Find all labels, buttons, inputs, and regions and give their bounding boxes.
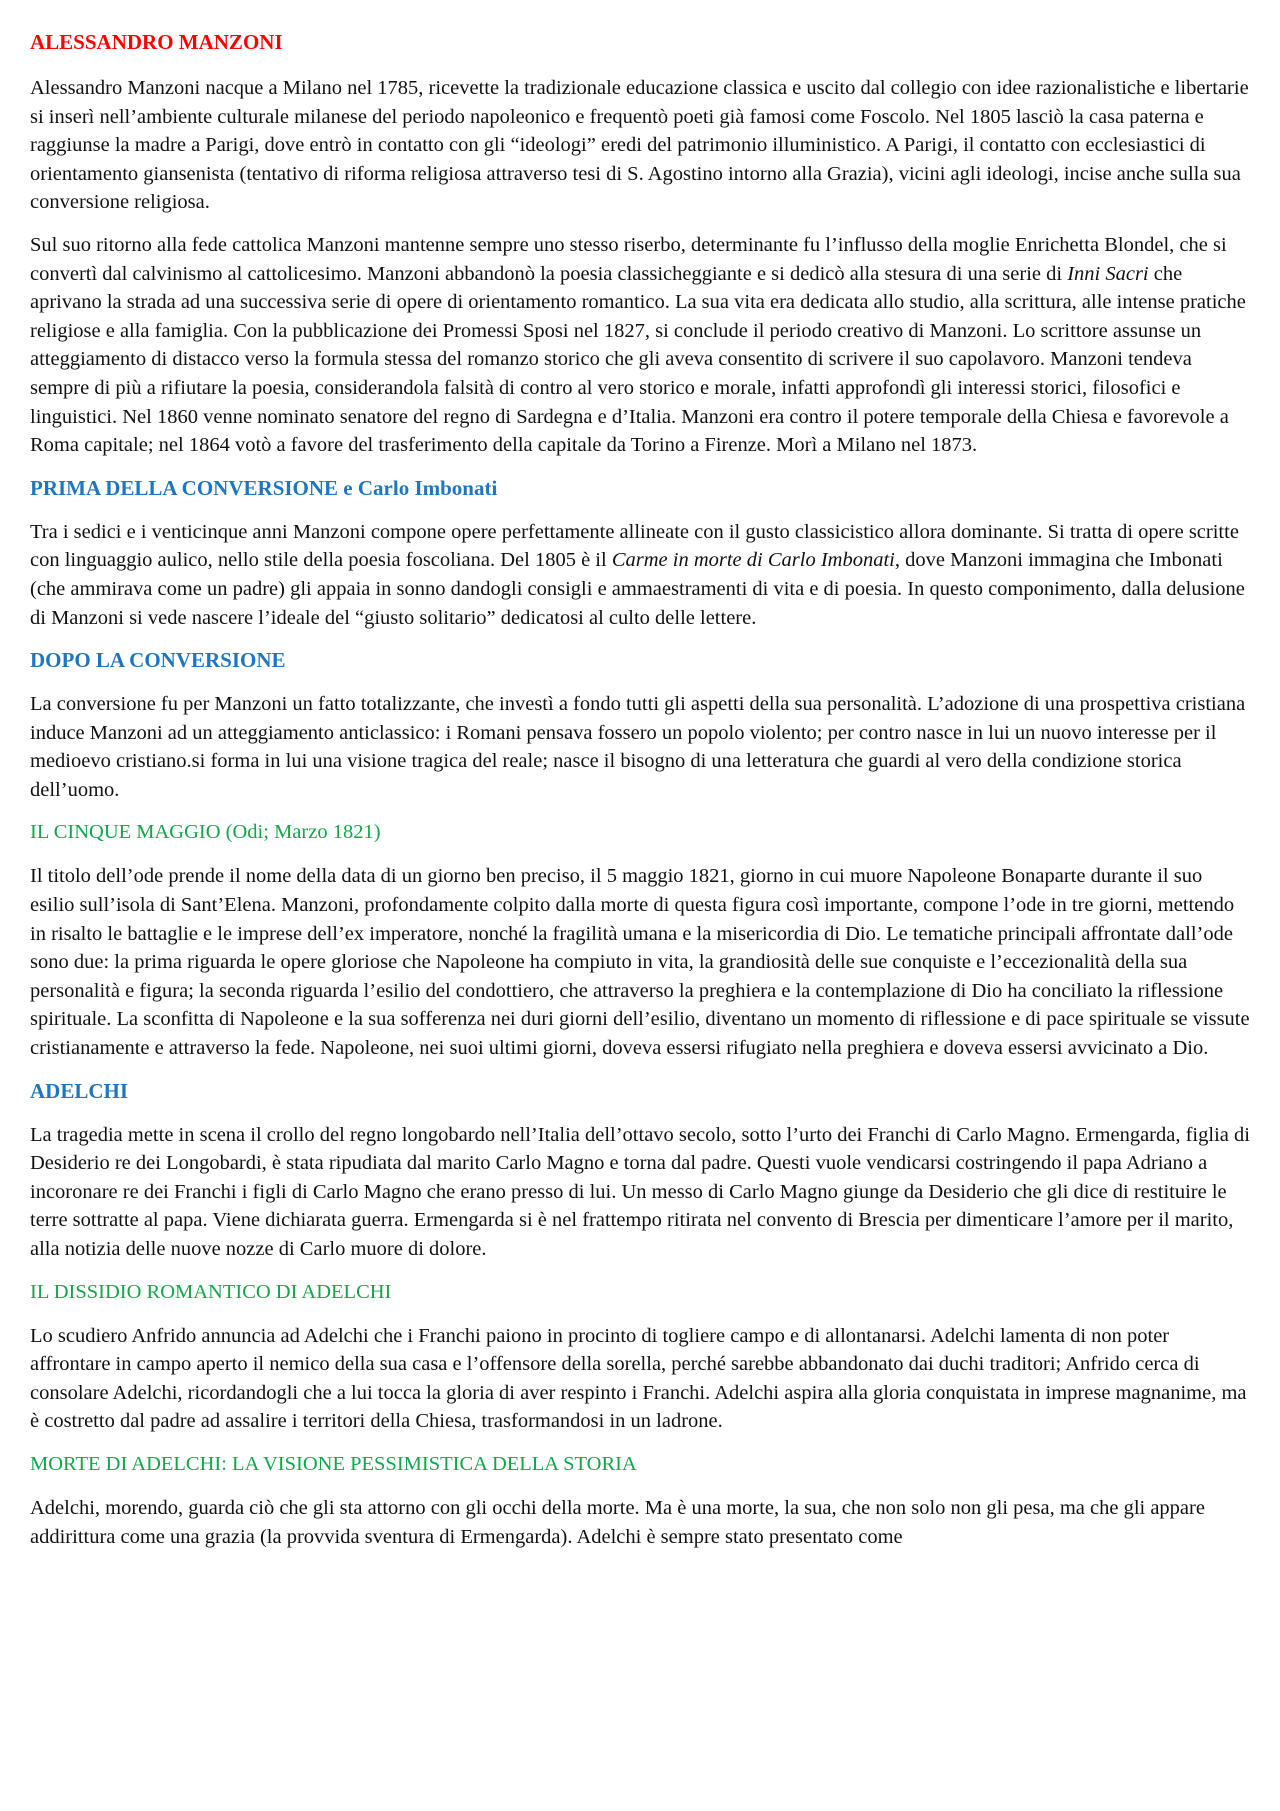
- intro-p2-text-a: Sul suo ritorno alla fede cattolica Manzoni mantenne sempre uno stesso riserbo, determinante fu l’influsso della moglie Enrichetta Blondel, che si convertì dal calvinismo al cattolicesimo. Manzoni abbandonò la poesia classicheggiante e si dedicò alla stesura di una serie di: [30, 233, 1227, 285]
- page-title: ALESSANDRO MANZONI: [30, 30, 283, 54]
- section-paragraph-adelchi: La tragedia mette in scena il crollo del regno longobardo nell’Italia dell’ottavo secolo, sotto l’urto dei Franchi di Carlo Magno. Ermengarda, figlia di Desiderio re dei Longobardi, è stata ripudiata dal marito Carlo Magno e torna dal padre. Questi vuole vendicarsi costringendo il papa Adriano a incoronare re dei Franchi i figli di Carlo Magno che erano presso di lui. Un messo di Carlo Magno giunge da Desiderio che gli dice di restituire le terre sottratte al papa. Viene dichiarata guerra. Ermengarda si è nel frattempo ritirata nel convento di Brescia per dimenticare l’amore per il marito, alla notizia delle nuove nozze di Carlo muore di dolore.: [30, 1123, 1250, 1260]
- intro-p2-text-b: che aprivano la strada ad una successiva serie di opere di orientamento romantico. La sua vita era dedicata allo studio, alla scrittura, alle intense pratiche religiose e alla famiglia. Con la pubblicazione dei Promessi Sposi nel 1827, si conclude il periodo creativo di Manzoni. Lo scrittore assunse un atteggiamento di distacco verso la formula stessa del romanzo storico che gli aveva consentito di scrivere il suo capolavoro. Manzoni tendeva sempre di più a rifiutare la poesia, considerandola falsità di contro al vero storico e morale, infatti approfondì gli interessi storici, filosofici e linguistici. Nel 1860 venne nominato senatore del regno di Sardegna e d’Italia. Manzoni era contro il potere temporale della Chiesa e favorevole a Roma capitale; nel 1864 votò a favore del trasferimento della capitale da Torino a Firenze. Morì a Milano nel 1873.: [30, 262, 1246, 457]
- section-heading-dopo-conversione: DOPO LA CONVERSIONE: [30, 648, 286, 673]
- section-paragraph-cinque-maggio: Il titolo dell’ode prende il nome della data di un giorno ben preciso, il 5 maggio 1821, giorno in cui muore Napoleone Bonaparte durante il suo esilio sull’isola di Sant’Elena. Manzoni, profondamente colpito dalla morte di questa figura così importante, compone l’ode in tre giorni, mettendo in risalto le battaglie e le imprese dell’ex imperatore, nonché la fragilità umana e la misericordia di Dio. Le tematiche principali affrontate dall’ode sono due: la prima riguarda le opere gloriose che Napoleone ha compiuto in vita, la grandiosità delle sue conquiste e l’eccezionalità della sua personalità e figura; la seconda riguarda l’esilio del condottiero, che attraverso la preghiera e la contemplazione di Dio ha conciliato la riflessione spirituale. La sconfitta di Napoleone e la sua sofferenza nei duri giorni dell’esilio, diventano un momento di riflessione e di pace spirituale se vissute cristianamente e attraverso la fede. Napoleone, nei suoi ultimi giorni, doveva essersi rifugiato nella preghiera e doveva essersi avvicinato a Dio.: [30, 865, 1250, 1060]
- s1-text-a: Tra i sedici e i venticinque anni Manzoni compone opere perfettamente allineate con il gusto classicistico allora dominante. Si tratta di opere scritte con linguaggio aulico, nello stile della poesia foscoliana. Del 1805 è il: [30, 520, 1239, 572]
- section-paragraph-morte-adelchi: Adelchi, morendo, guarda ciò che gli sta attorno con gli occhi della morte. Ma è una morte, la sua, che non solo non gli pesa, ma che gli appare addirittura come una grazia (la provvida sventura di Ermengarda). Adelchi è sempre stato presentato come: [30, 1496, 1205, 1548]
- s1-text-b: , dove Manzoni immagina che Imbonati (che ammirava come un padre) gli appaia in sonno dandogli consigli e ammaestramenti di vita e di poesia. In questo componimento, dalla delusione di Manzoni si vede nascere l’ideale del “giusto solitario” dedicatosi al culto delle lettere.: [30, 549, 1245, 629]
- section-paragraph-dissidio-romantico: Lo scudiero Anfrido annuncia ad Adelchi che i Franchi paiono in procinto di togliere campo e di allontanarsi. Adelchi lamenta di non poter affrontare in campo aperto il nemico della sua casa e l’offensore della sorella, perché sarebbe abbandonato dai duchi traditori; Anfrido cerca di consolare Adelchi, ricordandogli che a lui tocca la gloria di aver respinto i Franchi. Adelchi aspira alla gloria conquistata in imprese magnanime, ma è costretto dal padre ad assalire i territori della Chiesa, trasformandosi in un ladrone.: [30, 1324, 1247, 1433]
- section-heading-adelchi: ADELCHI: [30, 1078, 129, 1103]
- intro-paragraph-2: [30, 231, 1250, 460]
- section-paragraph-dopo-conversione: La conversione fu per Manzoni un fatto totalizzante, che investì a fondo tutti gli aspetti della sua personalità. L’adozione di una prospettiva cristiana induce Manzoni ad un atteggiamento anticlassico: i Romani pensava fossero un popolo violento; per contro nasce in lui un nuovo interesse per il medioevo cristiano.si forma in lui una visione tragica del reale; nasce il bisogno di una letteratura che guardi al vero della condizione storica dell’uomo.: [30, 693, 1246, 801]
- section-heading-prima-conversione: PRIMA DELLA CONVERSIONE e Carlo Imbonati: [30, 475, 498, 500]
- section-paragraph-prima-conversione: [30, 518, 1250, 632]
- section-heading-dissidio-romantico: IL DISSIDIO ROMANTICO DI ADELCHI: [30, 1280, 392, 1303]
- carme-title: Carme in morte di Carlo Imbonati: [611, 549, 895, 572]
- intro-paragraph-1: Alessandro Manzoni nacque a Milano nel 1785, ricevette la tradizionale educazione classica e uscito dal collegio con idee razionalistiche e libertarie si inserì nell’ambiente culturale milanese del periodo napoleonico e frequentò poeti già famosi come Foscolo. Nel 1805 lasciò la casa paterna e raggiunse la madre a Parigi, dove entrò in contatto con gli “ideologi” eredi del patrimonio illuministico. A Parigi, il contatto con ecclesiastici di orientamento giansenista (tentativo di riforma religiosa attraverso tesi di S. Agostino intorno alla Grazia), vicini agli ideologi, incise anche sulla sua conversione religiosa.: [30, 77, 1249, 214]
- section-heading-cinque-maggio: IL CINQUE MAGGIO (Odi; Marzo 1821): [30, 821, 381, 844]
- section-heading-morte-adelchi: MORTE DI ADELCHI: LA VISIONE PESSIMISTICA DELLA STORIA: [30, 1452, 637, 1475]
- inni-sacri-title: Inni Sacri: [1067, 262, 1149, 285]
